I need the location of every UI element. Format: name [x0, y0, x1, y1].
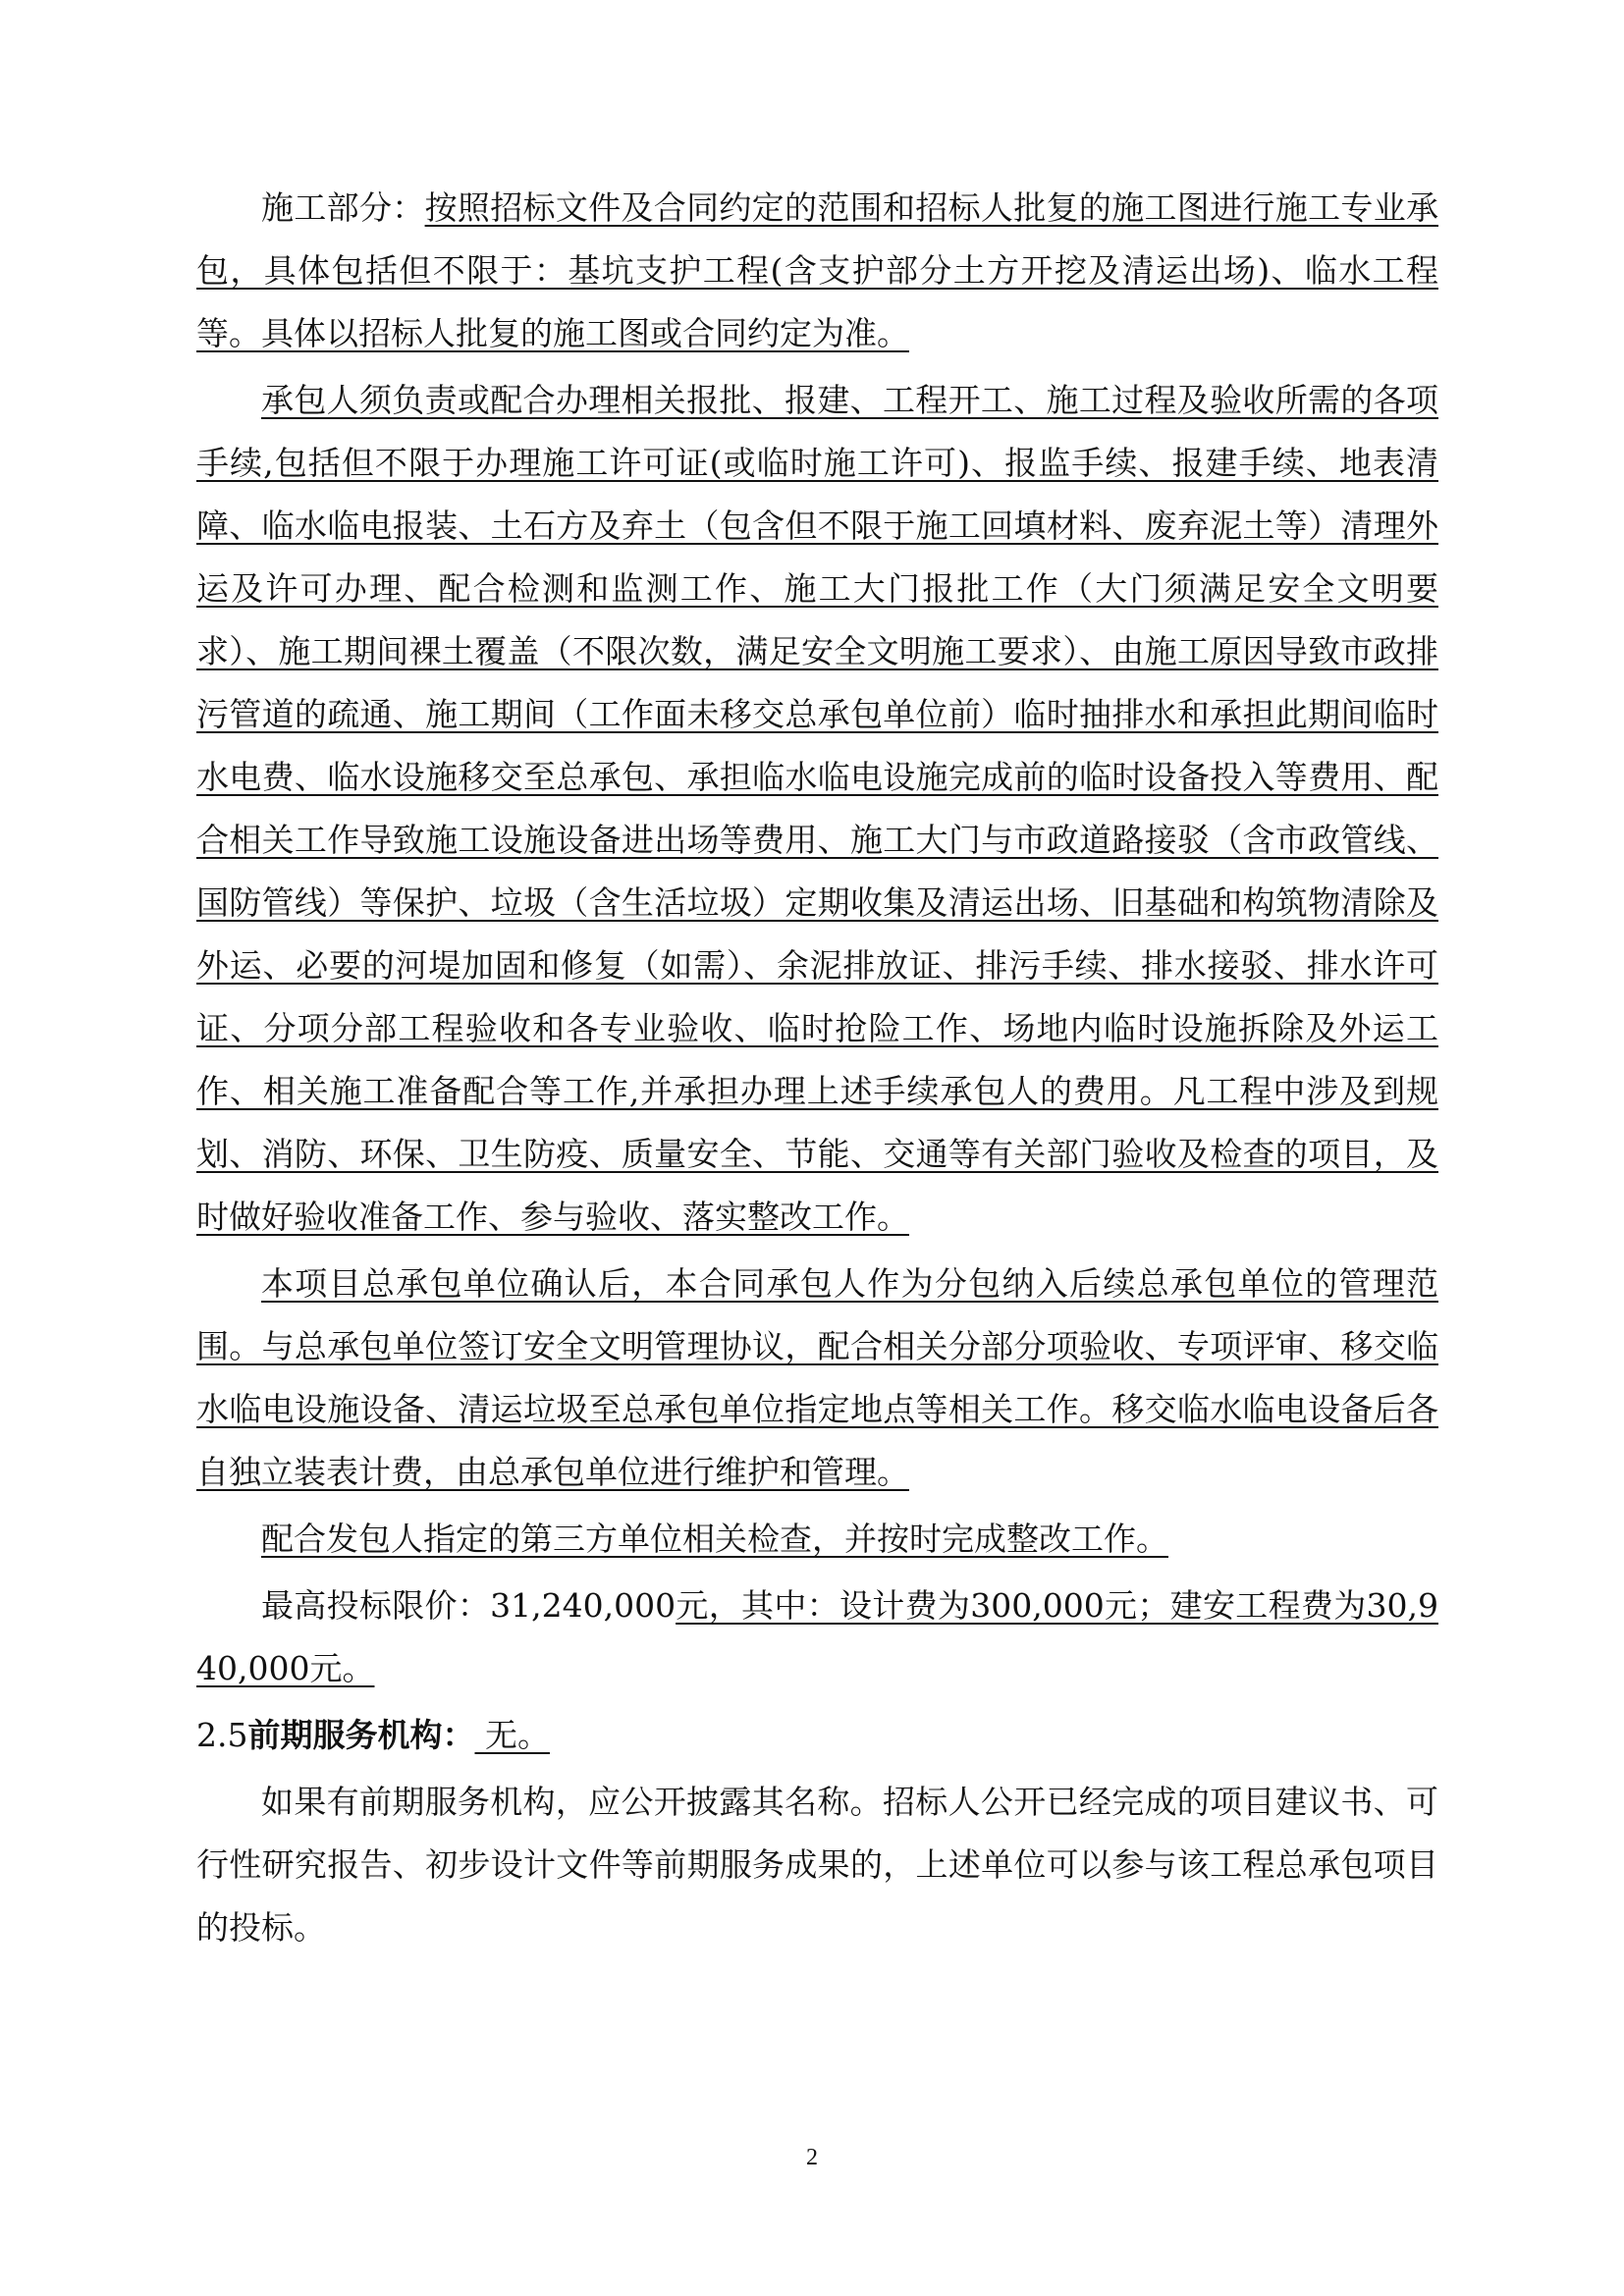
pre-service-agency-value-text: 无。 — [484, 1716, 550, 1754]
general-contractor-body: 本项目总承包单位确认后，本合同承包人作为分包纳入后续总承包单位的管理范围。与总承包单位签订安全文明管理协议，配合相关分部分项验收、专项评审、移交临水临电设施设备、清运垃圾至总承包单位指定地点等相关工作。移交临水临电设备后各自独立装表计费，由总承包单位进行维护和管理。 — [196, 1264, 1438, 1491]
paragraph-construction-scope — [196, 177, 1438, 365]
paragraph-general-contractor — [196, 1253, 1438, 1504]
max-bid-price-lead: 最高投标限价：31,240,000 — [261, 1586, 677, 1625]
max-bid-price-body: 元，其中：设计费为300,000元；建安工程费为30,940,000元。 — [196, 1586, 1438, 1687]
pre-service-agency-label: 前期服务机构： — [247, 1716, 475, 1754]
section-number: 2.5 — [196, 1716, 248, 1754]
paragraph-max-bid-price — [196, 1575, 1438, 1700]
pre-service-agency-value — [474, 1716, 550, 1754]
paragraph-third-party-inspection — [196, 1508, 1438, 1571]
contractor-duties-body: 承包人须负责或配合办理相关报批、报建、工程开工、施工过程及验收所需的各项手续,包括但不限于办理施工许可证(或临时施工许可)、报监手续、报建手续、地表清障、临水临电报装、土石方及弃土（包含但不限于施工回填材料、废弃泥土等）清理外运及许可办理、配合检测和监测工作、施工大门报批工作（大门须满足安全文明要求）、施工期间裸土覆盖（不限次数，满足安全文明施工要求）、由施工原因导致市政排污管道的疏通、施工期间（工作面未移交总承包单位前）临时抽排水和承担此期间临时水电费、临水设施移交至总承包、承担临水临电设施完成前的临时设备投入等费用、配合相关工作导致施工设施设备进出场等费用、施工大门与市政道路接驳（含市政管线、国防管线）等保护、垃圾（含生活垃圾）定期收集及清运出场、旧基础和构筑物清除及外运、必要的河堤加固和修复（如需）、余泥排放证、排污手续、排水接驳、排水许可证、分项分部工程验收和各专业验收、临时抢险工作、场地内临时设施拆除及外运工作、相关施工准备配合等工作,并承担办理上述手续承包人的费用。凡工程中涉及到规划、消防、环保、卫生防疫、质量安全、节能、交通等有关部门验收及检查的项目，及时做好验收准备工作、参与验收、落实整改工作。 — [196, 381, 1438, 1236]
document-page — [196, 177, 1438, 1963]
construction-scope-body: 按照招标文件及合同约定的范围和招标人批复的施工图进行施工专业承包，具体包括但不限于：基坑支护工程(含支护部分土方开挖及清运出场)、临水工程等。具体以招标人批复的施工图或合同约定为准。 — [196, 188, 1439, 352]
paragraph-contractor-duties — [196, 369, 1438, 1249]
disclosure-body: 如果有前期服务机构，应公开披露其名称。招标人公开已经完成的项目建议书、可行性研究报告、初步设计文件等前期服务成果的，上述单位可以参与该工程总承包项目的投标。 — [196, 1783, 1438, 1947]
paragraph-pre-service-agency — [196, 1704, 1438, 1767]
page-number: 2 — [806, 2145, 818, 2170]
paragraph-disclosure — [196, 1771, 1438, 1959]
construction-scope-lead: 施工部分： — [261, 188, 425, 227]
third-party-inspection-body: 配合发包人指定的第三方单位相关检查，并按时完成整改工作。 — [261, 1520, 1168, 1558]
